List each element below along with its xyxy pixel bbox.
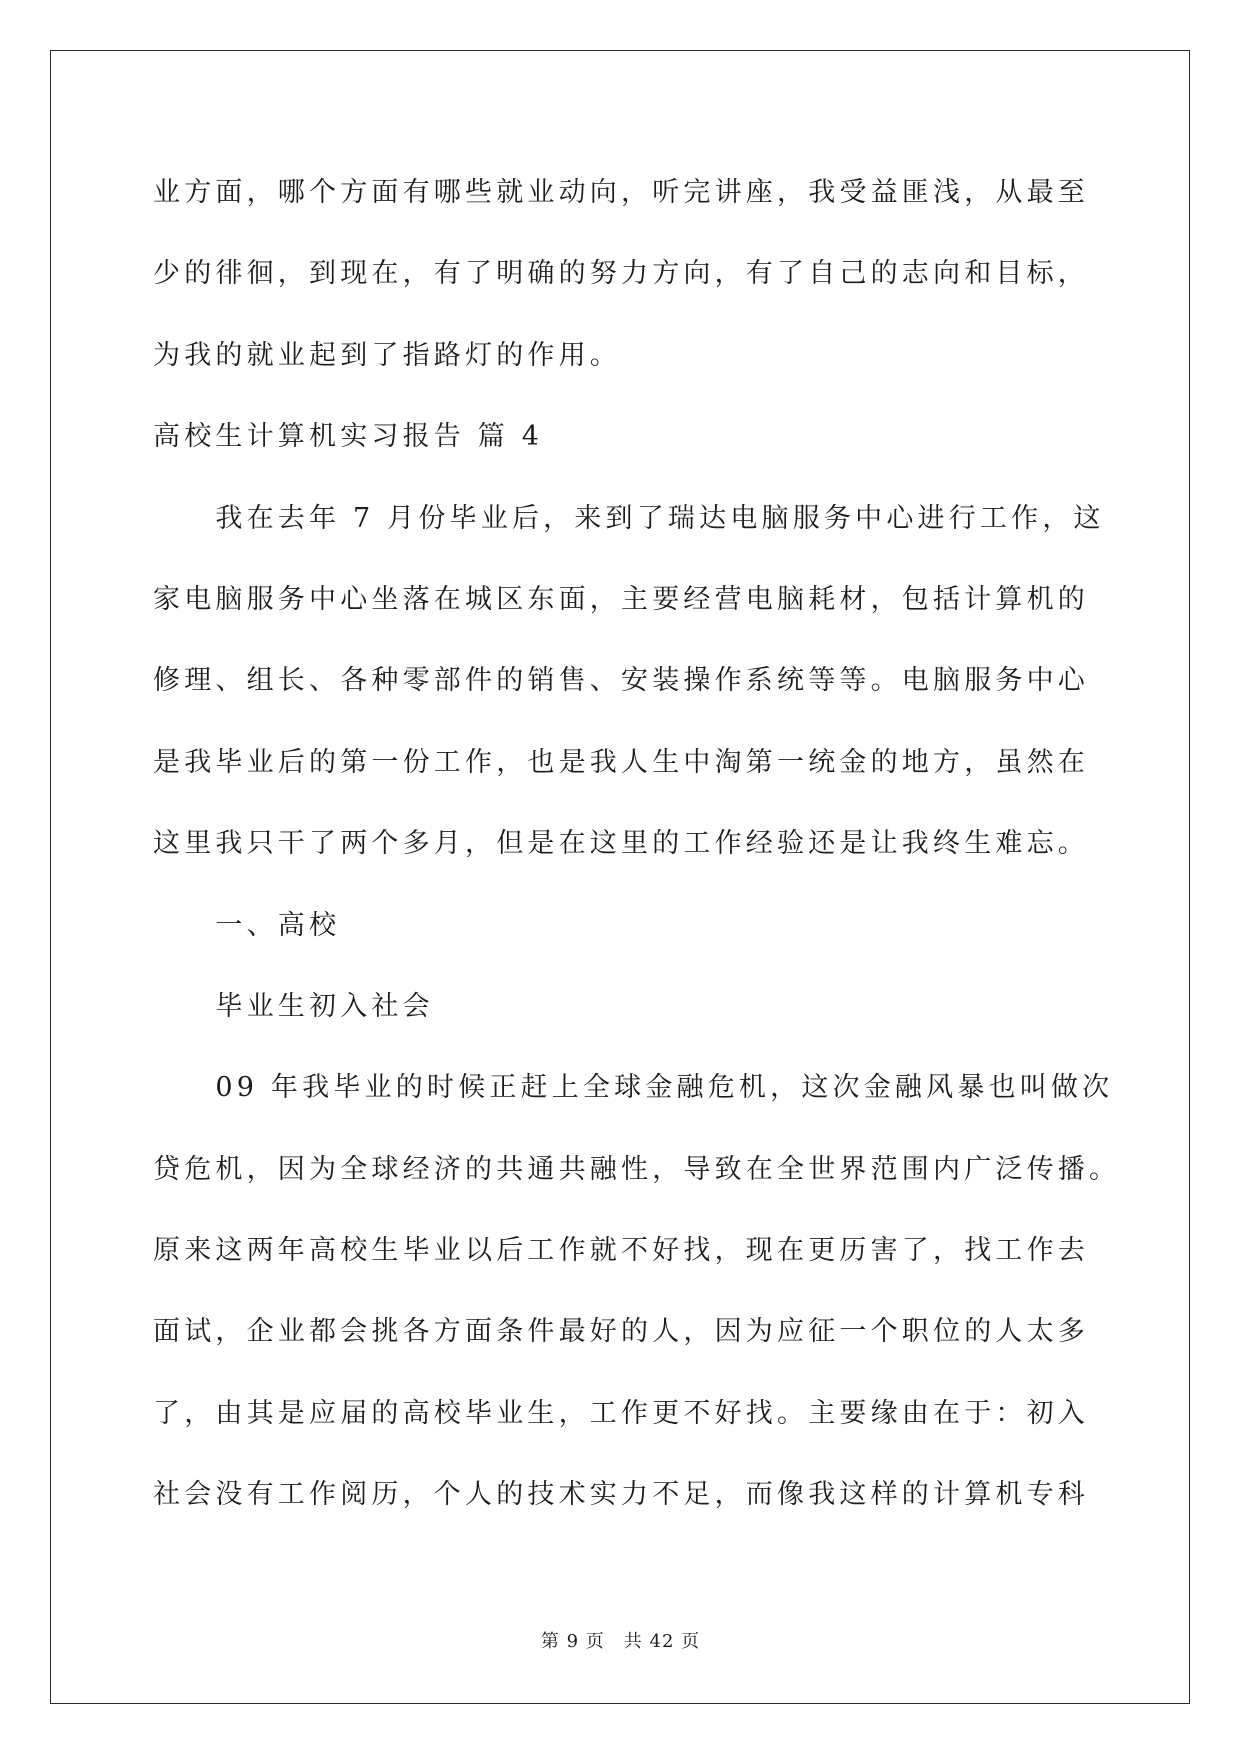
section-heading: 高校生计算机实习报告 篇 4 xyxy=(153,421,544,453)
text-line: 这里我只干了两个多月，但是在这里的工作经验还是让我终生难忘。 xyxy=(153,828,1089,860)
text-line: 是我毕业后的第一份工作，也是我人生中淘第一统金的地方，虽然在 xyxy=(153,746,1089,778)
subheading xyxy=(153,966,1153,1047)
text-line: 修理、组长、各种零部件的销售、安装操作系统等等。电脑服务中心 xyxy=(153,665,1089,697)
text-line: 贷危机，因为全球经济的共通共融性，导致在全世界范围内广泛传播。 xyxy=(153,1153,1121,1185)
text-line: 了，由其是应届的高校毕业生，工作更不好找。主要缘由在于：初入 xyxy=(153,1397,1089,1429)
text-line: 面试，企业都会挑各方面条件最好的人，因为应征一个职位的人太多 xyxy=(153,1316,1089,1348)
text-line: 家电脑服务中心坐落在城区东面，主要经营电脑耗材，包括计算机的 xyxy=(153,583,1089,615)
text-line: 我在去年 7 月份毕业后，来到了瑞达电脑服务中心进行工作，这 xyxy=(215,502,1105,534)
text-line: 为我的就业起到了指路灯的作用。 xyxy=(153,339,621,371)
text-line: 09 年我毕业的时候正赶上全球金融危机，这次金融风暴也叫做次 xyxy=(215,1072,1114,1104)
page-number: 第 9 页 共 42 页 xyxy=(540,1631,701,1652)
text-line: 少的徘徊，到现在，有了明确的努力方向，有了自己的志向和目标， xyxy=(153,258,1089,290)
text-line: 一、高校 xyxy=(215,909,341,941)
text-line: 业方面，哪个方面有哪些就业动向，听完讲座，我受益匪浅，从最至 xyxy=(153,177,1089,208)
text-line: 毕业生初入社会 xyxy=(215,990,434,1022)
text-line: 原来这两年高校生毕业以后工作就不好找，现在更历害了，找工作去 xyxy=(153,1235,1089,1267)
subheading xyxy=(153,885,1153,966)
paragraph xyxy=(153,478,1153,885)
text-line: 社会没有工作阅历，个人的技术实力不足，而像我这样的计算机专科 xyxy=(153,1479,1089,1511)
paragraph xyxy=(153,1047,1153,1535)
document-body xyxy=(153,152,1153,1536)
